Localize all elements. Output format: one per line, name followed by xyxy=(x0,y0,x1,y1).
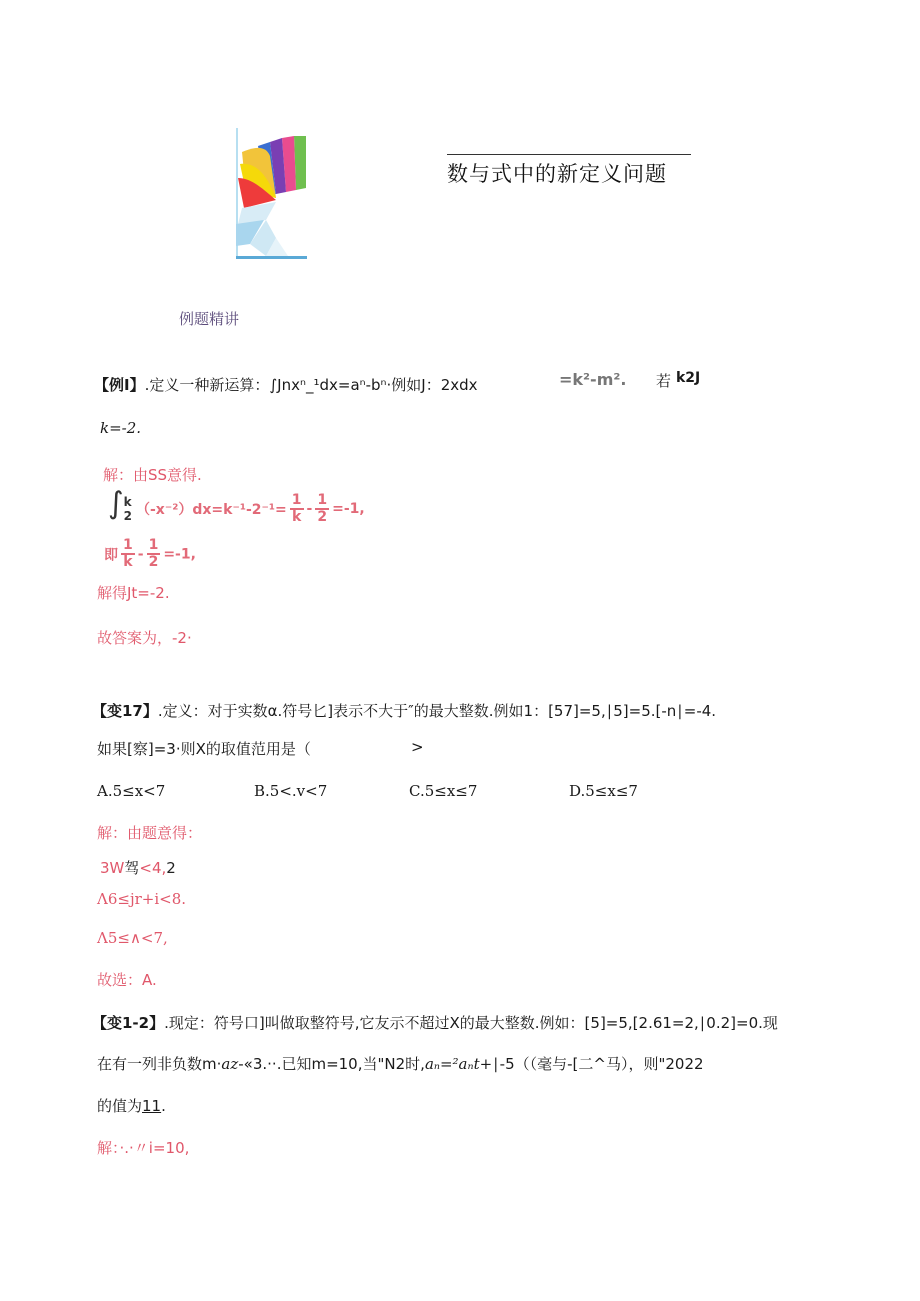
example1-final: 故答案为，-2· xyxy=(97,629,192,647)
example1-question xyxy=(94,374,478,395)
variant12-line1 xyxy=(92,1012,778,1033)
title-rule xyxy=(447,154,691,155)
variant17-line2-close: > xyxy=(411,738,424,756)
option-b: B.5<.v<7 xyxy=(254,782,328,800)
variant12-line2 xyxy=(97,1053,704,1074)
example1-tail: k2J xyxy=(676,370,701,386)
frac-minus: - xyxy=(306,501,313,517)
example1-text: .定义一种新运算：∫Jnxⁿ_¹dx=aⁿ-bⁿ·例如J：2xdx xyxy=(144,376,478,394)
example1-label: 【例I】 xyxy=(94,376,145,394)
variant17-line2: 如果[察]=3·则X的取值范用是（ xyxy=(97,740,311,758)
variant17-sol2 xyxy=(100,857,176,878)
integral-lower: 2 xyxy=(123,509,132,523)
option-d: D.5≤x≤7 xyxy=(569,782,638,800)
variant17-line1 xyxy=(92,700,716,721)
variant12-sol1: 解：·.·〃i=10, xyxy=(97,1139,190,1157)
frac1-den: k xyxy=(292,509,302,525)
variant12-line3-a: 的值为 xyxy=(97,1097,143,1115)
example1-solution-intro: 解：由SS意得. xyxy=(103,466,202,484)
variant12-line2-d: aₙ=²aₙt+ xyxy=(424,1055,493,1073)
variant17-sol3: Λ6≤jr+i<8. xyxy=(97,890,187,908)
so-prefix: 即 xyxy=(104,547,118,564)
so-end: =-1, xyxy=(163,546,196,563)
example1-if: 若 xyxy=(656,372,672,390)
variant12-line2-e: ∣-5（（毫与-[二^马），则"2022 xyxy=(492,1055,704,1073)
variant12-answer: 11 xyxy=(142,1097,162,1115)
option-c: C.5≤x≤7 xyxy=(409,782,478,800)
example1-answer-line: k=-2. xyxy=(100,419,142,437)
variant12-line2-c: -«3.··.已知m=10,当"N2时, xyxy=(238,1055,425,1073)
example1-so-formula xyxy=(104,538,196,571)
integral-icon: ∫ xyxy=(108,486,124,521)
integral-body: （-x⁻²）dx=k⁻¹-2⁻¹= xyxy=(136,502,287,518)
so-frac2-num: 1 xyxy=(147,538,161,555)
variant17-sol5: 故选：A. xyxy=(97,971,157,989)
variant17-sol1: 解：由题意得： xyxy=(97,824,203,842)
integral-upper: k xyxy=(123,494,132,509)
frac1-num: 1 xyxy=(290,493,304,510)
variant17-sol2-d: 2 xyxy=(166,859,176,877)
variant17-sol2-a: 3W xyxy=(100,859,125,877)
variant12-text: .现定：符号口]叫做取整符号,它友示不超过X的最大整数.例如：[5]=5,[2.61=2,∣0.2]=0.现 xyxy=(164,1014,778,1032)
variant12-line3-c: . xyxy=(161,1097,166,1115)
variant12-line2-a: 在有一列非负数m· xyxy=(97,1055,222,1073)
example1-result: 解得Jt=-2. xyxy=(97,584,170,602)
so-minus: - xyxy=(137,546,144,563)
variant17-sol2-c: <4, xyxy=(139,859,167,877)
option-a: A.5≤x<7 xyxy=(97,782,166,800)
variant12-line2-b: az xyxy=(221,1055,239,1073)
so-frac1-den: k xyxy=(123,554,133,571)
variant12-label: 【变1-2】 xyxy=(92,1014,165,1032)
example1-integral-formula xyxy=(108,486,365,525)
variant17-text: .定义：对于实数α.符号匕]表示不大于″的最大整数.例如1：[57]=5,∣5]=5.[-n∣=-4. xyxy=(157,702,717,720)
variant17-sol2-b: 驾 xyxy=(124,859,140,877)
frac2-num: 1 xyxy=(315,493,329,510)
frac2-den: 2 xyxy=(317,509,328,525)
page-title: 数与式中的新定义问题 xyxy=(447,162,667,186)
variant17-sol4: Λ5≤∧<7, xyxy=(97,929,168,947)
book-illustration xyxy=(236,128,307,259)
integral-end: =-1, xyxy=(332,501,365,517)
example1-formula-image: =k²-m². xyxy=(559,370,627,389)
so-frac1-num: 1 xyxy=(121,538,135,555)
variant12-line3 xyxy=(97,1095,166,1116)
section-heading: 例题精讲 xyxy=(179,310,240,328)
so-frac2-den: 2 xyxy=(148,554,159,571)
variant17-label: 【变17】 xyxy=(92,702,158,720)
